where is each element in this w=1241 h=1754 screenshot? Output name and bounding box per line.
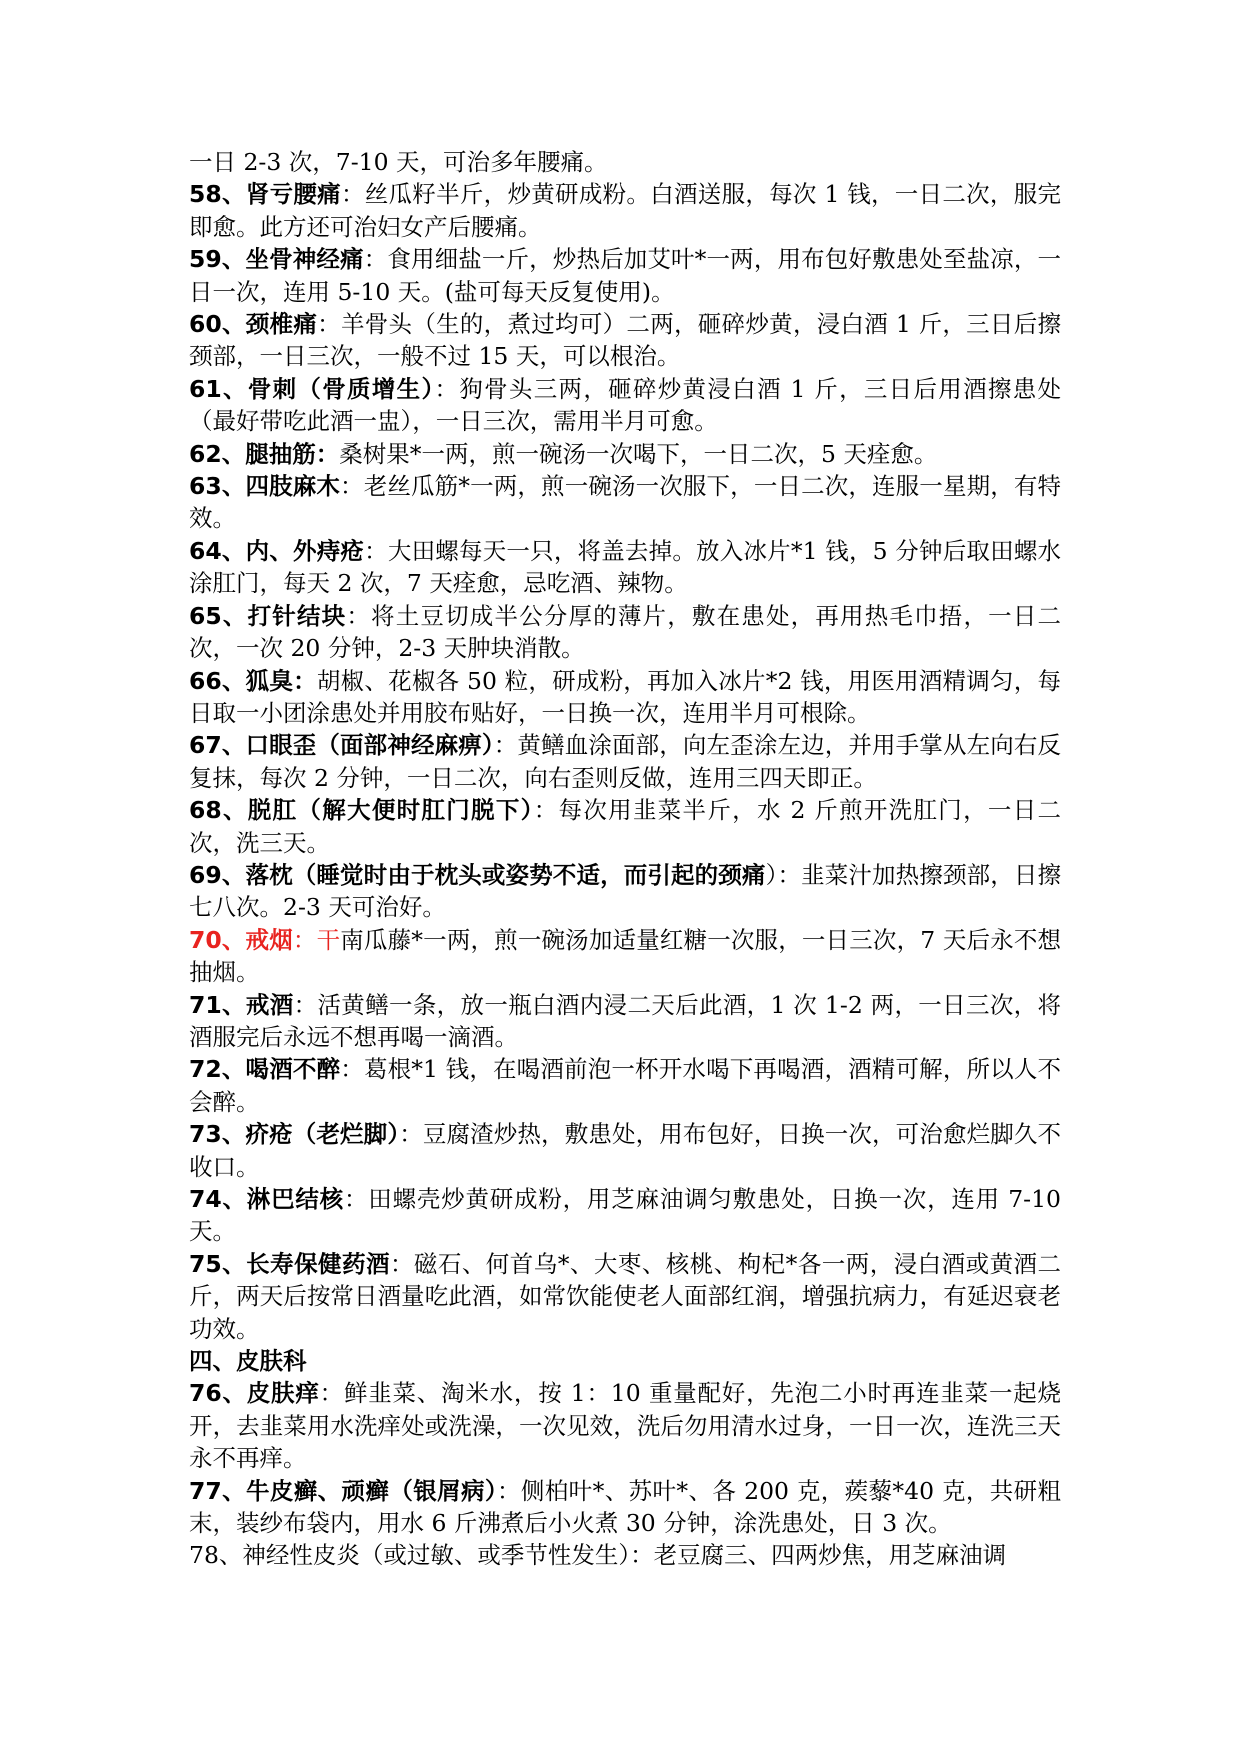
remedy-separator: ： bbox=[319, 1379, 344, 1408]
remedy-entry bbox=[189, 794, 1061, 859]
remedy-title: 76、皮肤痒 bbox=[189, 1379, 320, 1408]
entries-group-b bbox=[189, 989, 1061, 1345]
remedy-entry bbox=[189, 600, 1061, 665]
remedy-separator: ： bbox=[343, 1185, 369, 1213]
remedy-separator: ： bbox=[346, 601, 372, 630]
remedy-separator: ： bbox=[434, 374, 460, 403]
remedy-title: 71、戒酒 bbox=[189, 990, 294, 1019]
remedy-entry bbox=[189, 308, 1061, 373]
remedy-title: 65、打针结块 bbox=[189, 601, 347, 630]
remedy-entry bbox=[189, 1475, 1061, 1540]
remedy-body: 丝瓜籽半斤，炒黄研成粉。白酒送服，每次 1 钱，一日二次，服完即愈。此方还可治妇女产后腰痛。 bbox=[189, 180, 1062, 241]
remedy-title: 75、长寿保健药酒 bbox=[189, 1249, 390, 1278]
trailing-entry-line: 78、神经性皮炎（或过敏、或季节性发生）：老豆腐三、四两炒焦，用芝麻油调 bbox=[189, 1541, 1007, 1570]
remedy-separator: ： bbox=[340, 180, 365, 209]
remedy-body: 黄鳝血涂面部，向左歪涂左边，并用手掌从左向右反复抹，每次 2 分钟，一日二次，向右歪则反做，连用三四天即正。 bbox=[189, 731, 1062, 792]
remedy-entry bbox=[189, 989, 1061, 1054]
remedy-entry bbox=[189, 243, 1061, 308]
remedy-body: 田螺壳炒黄研成粉，用芝麻油调匀敷患处，日换一次，连用 7-10 天。 bbox=[189, 1185, 1062, 1246]
remedy-separator: ： bbox=[364, 536, 388, 565]
remedy-separator: ： bbox=[292, 925, 317, 954]
remedy-body: 将土豆切成半公分厚的薄片，敷在患处，再用热毛巾捂，一日二次，一次 20 分钟，2-3 天肿块消散。 bbox=[189, 601, 1062, 663]
remedy-separator: ： bbox=[389, 1249, 414, 1278]
remedy-entry bbox=[189, 1248, 1061, 1345]
remedy-entry bbox=[189, 859, 1061, 924]
remedy-title: 77、牛皮癣、顽癣（银屑病） bbox=[189, 1476, 498, 1505]
remedy-separator: ： bbox=[493, 731, 518, 760]
remedy-entry bbox=[189, 1053, 1061, 1118]
remedy-separator: ： bbox=[293, 990, 318, 1019]
remedy-body: 每次用韭菜半斤，水 2 斤煎开洗肛门，一日二次，洗三天。 bbox=[189, 796, 1062, 857]
remedy-title: 58、肾亏腰痛 bbox=[189, 180, 341, 209]
remedy-title: 61、骨刺（骨质增生） bbox=[189, 374, 435, 403]
remedy-separator: ： bbox=[317, 310, 341, 339]
remedy-body: 大田螺每天一只，将盖去掉。放入冰片*1 钱，5 分钟后取田螺水涂肛门，每天 2 次，7 天痊愈，忌吃酒、辣物。 bbox=[189, 536, 1062, 598]
remedy-entry bbox=[189, 1118, 1061, 1183]
remedy-separator: ： bbox=[363, 245, 388, 274]
remedy-title: 63、四肢麻木 bbox=[189, 472, 341, 501]
remedy-separator: ： bbox=[340, 1055, 364, 1084]
remedy-title: 68、脱肛（解大便时肛门脱下） bbox=[189, 796, 534, 825]
remedy-body: 老丝瓜筋*一两，煎一碗汤一次服下，一日二次，连服一星期，有特效。 bbox=[189, 472, 1062, 533]
remedy-title: 64、内、外痔疮 bbox=[189, 536, 365, 565]
remedy-title: 73、疥疮（老烂脚） bbox=[189, 1120, 400, 1149]
remedy-entry bbox=[189, 438, 1061, 470]
remedy-body: 磁石、何首乌*、大枣、核桃、枸杞*各一两，浸白酒或黄酒二斤，两天后按常日酒量吃此酒，如常饮能使老人面部红润，增强抗病力，有延迟衰老功效。 bbox=[189, 1249, 1062, 1343]
remedy-entry bbox=[189, 1183, 1061, 1248]
entries-group-a bbox=[189, 178, 1061, 923]
lead-in-text: 一日 2-3 次，7-10 天，可治多年腰痛。 bbox=[189, 148, 608, 176]
remedy-entry bbox=[189, 373, 1061, 438]
document-page bbox=[189, 146, 1061, 1572]
remedy-title: 69、落枕（睡觉时由于枕头或姿势不适，而引起的颈痛 bbox=[189, 860, 766, 889]
remedy-entry bbox=[189, 178, 1061, 243]
remedy-body: 桑树果*一两，煎一碗汤一次喝下，一日二次，5 天痊愈。 bbox=[339, 439, 938, 468]
remedy-entry bbox=[189, 1377, 1061, 1474]
remedy-title: 67、口眼歪（面部神经麻痹） bbox=[189, 731, 494, 760]
remedy-body: 侧柏叶*、苏叶*、各 200 克，蒺藜*40 克，共研粗末，装纱布袋内，用水 6 斤沸煮后小火煮 30 分钟，涂洗患处，日 3 次。 bbox=[189, 1476, 1061, 1538]
remedy-title: 72、喝酒不醉 bbox=[189, 1055, 341, 1084]
remedy-body: 胡椒、花椒各 50 粒，研成粉，再加入冰片*2 钱，用医用酒精调匀，每日取一小团涂患处并用胶布贴好，一日换一次，连用半月可根除。 bbox=[189, 666, 1062, 727]
remedy-separator: ： bbox=[340, 472, 364, 501]
remedy-separator: ： bbox=[533, 796, 559, 825]
remedy-entry bbox=[189, 470, 1061, 535]
remedy-body: 羊骨头（生的，煮过均可）二两，砸碎炒黄，浸白酒 1 斤，三日后擦颈部，一日三次，一般不过 15 天，可以根治。 bbox=[189, 310, 1062, 371]
remedy-title: 59、坐骨神经痛 bbox=[189, 245, 364, 274]
remedy-title: 66、狐臭： bbox=[189, 666, 317, 695]
remedy-entry bbox=[189, 729, 1061, 794]
entries-group-c bbox=[189, 1377, 1061, 1539]
section-heading: 四、皮肤科 bbox=[189, 1347, 307, 1376]
remedy-title: 70、戒烟 bbox=[189, 925, 293, 954]
remedy-title: 74、淋巴结核 bbox=[189, 1185, 344, 1213]
remedy-separator: ）： bbox=[765, 860, 802, 889]
remedy-separator: ： bbox=[497, 1476, 521, 1505]
remedy-body-highlight: 干 bbox=[316, 925, 341, 954]
remedy-body: 食用细盐一斤，炒热后加艾叶*一两，用布包好敷患处至盐凉，一日一次，连用 5-10 天。(盐可每天反复使用)。 bbox=[189, 245, 1062, 306]
remedy-title: 60、颈椎痛 bbox=[189, 310, 318, 339]
remedy-body: 韭菜汁加热擦颈部，日擦七八次。2-3 天可治好。 bbox=[189, 860, 1062, 922]
remedy-body: 狗骨头三两，砸碎炒黄浸白酒 1 斤，三日后用酒擦患处（最好带吃此酒一盅），一日三次，需用半月可愈。 bbox=[189, 374, 1062, 436]
remedy-body: 鲜韭菜、淘米水，按 1：10 重量配好，先泡二小时再连韭菜一起烧开，去韭菜用水洗痒处或洗澡，一次见效，洗后勿用清水过身，一日一次，连洗三天永不再痒。 bbox=[189, 1379, 1062, 1473]
remedy-body: 南瓜藤*一两，煎一碗汤加适量红糖一次服，一日三次，7 天后永不想抽烟。 bbox=[189, 925, 1062, 987]
remedy-entry bbox=[189, 665, 1061, 730]
remedy-body: 葛根*1 钱，在喝酒前泡一杯开水喝下再喝酒，酒精可解，所以人不会醉。 bbox=[189, 1055, 1062, 1116]
remedy-entry-quit-smoking bbox=[189, 924, 1061, 989]
remedy-entry bbox=[189, 535, 1061, 600]
remedy-body: 豆腐渣炒热，敷患处，用布包好，日换一次，可治愈烂脚久不收口。 bbox=[189, 1120, 1062, 1181]
remedy-title: 62、腿抽筋： bbox=[189, 439, 340, 468]
remedy-separator: ： bbox=[399, 1120, 423, 1149]
remedy-body: 活黄鳝一条，放一瓶白酒内浸二天后此酒，1 次 1-2 两，一日三次，将酒服完后永远不想再喝一滴酒。 bbox=[189, 990, 1062, 1051]
